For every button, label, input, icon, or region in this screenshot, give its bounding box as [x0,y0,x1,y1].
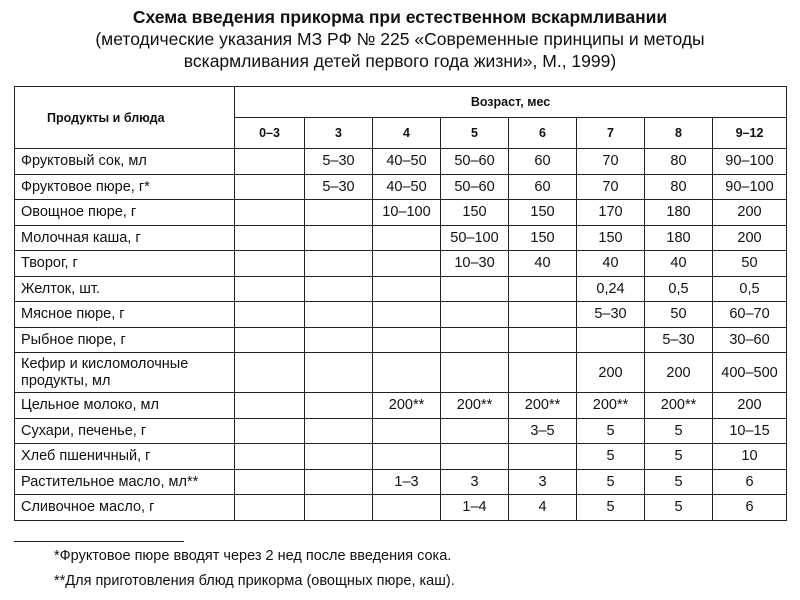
table-row [15,418,787,444]
table-row [15,353,787,393]
amount-cell [373,302,441,328]
amount-cell [577,327,645,353]
age-column-header: 9–12 [713,118,787,149]
amount-cell [235,174,305,200]
amount-cell: 150 [441,200,509,226]
amount-cell [305,200,373,226]
amount-cell: 40–50 [373,149,441,175]
amount-cell [305,495,373,521]
table-row [15,444,787,470]
amount-cell [305,444,373,470]
amount-cell: 150 [509,200,577,226]
amount-cell [373,353,441,393]
amount-cell [235,393,305,419]
title-line-1: Схема введения прикорма при естественном вскармливании [132,7,668,27]
amount-cell: 6 [713,495,787,521]
amount-cell: 4 [509,495,577,521]
amount-cell [441,327,509,353]
amount-cell: 5–30 [305,174,373,200]
age-column-header: 4 [373,118,441,149]
amount-cell [441,276,509,302]
amount-cell: 40 [509,251,577,277]
product-name-cell: Сухари, печенье, г [15,418,235,444]
amount-cell [373,444,441,470]
product-name-cell: Творог, г [15,251,235,277]
table-row [15,393,787,419]
amount-cell [373,418,441,444]
amount-cell: 60 [509,174,577,200]
table-row [15,469,787,495]
amount-cell: 200 [713,200,787,226]
product-name-cell: Фруктовое пюре, г* [15,174,235,200]
amount-cell: 10–15 [713,418,787,444]
amount-cell [235,353,305,393]
amount-cell: 40 [645,251,713,277]
product-name-cell: Овощное пюре, г [15,200,235,226]
amount-cell [509,444,577,470]
amount-cell [441,353,509,393]
age-column-header: 5 [441,118,509,149]
title-line-3: вскармливания детей первого года жизни», М., 1999) [183,51,617,71]
age-group-header: Возраст, мес [235,87,787,118]
product-name-cell: Сливочное масло, г [15,495,235,521]
amount-cell: 200** [509,393,577,419]
table-row [15,200,787,226]
amount-cell: 5 [577,495,645,521]
amount-cell: 170 [577,200,645,226]
amount-cell [305,418,373,444]
product-name-cell: Растительное масло, мл** [15,469,235,495]
product-name-cell: Мясное пюре, г [15,302,235,328]
amount-cell [509,353,577,393]
amount-cell [235,444,305,470]
product-name-cell: Рыбное пюре, г [15,327,235,353]
amount-cell [441,302,509,328]
amount-cell: 150 [509,225,577,251]
amount-cell [441,418,509,444]
amount-cell: 50 [645,302,713,328]
product-name-cell: Молочная каша, г [15,225,235,251]
age-column-header: 6 [509,118,577,149]
amount-cell [235,327,305,353]
footnote-2: **Для приготовления блюд прикорма (овощных пюре, каш). [54,573,455,589]
amount-cell [305,276,373,302]
amount-cell: 200** [577,393,645,419]
amount-cell [305,302,373,328]
amount-cell: 200 [713,393,787,419]
product-name-cell: Цельное молоко, мл [15,393,235,419]
amount-cell [441,444,509,470]
document-title [0,6,800,72]
amount-cell: 10 [713,444,787,470]
amount-cell [373,276,441,302]
footnote-separator [14,541,184,542]
table-row [15,251,787,277]
product-name-cell: Кефир и кисломолочные продукты, мл [15,353,235,393]
amount-cell [509,276,577,302]
amount-cell [305,225,373,251]
amount-cell: 50–60 [441,174,509,200]
product-name-cell: Фруктовый сок, мл [15,149,235,175]
table-row [15,174,787,200]
amount-cell: 400–500 [713,353,787,393]
age-column-header: 7 [577,118,645,149]
amount-cell [235,469,305,495]
amount-cell: 5–30 [645,327,713,353]
amount-cell [509,327,577,353]
amount-cell: 200 [577,353,645,393]
amount-cell: 3 [441,469,509,495]
amount-cell: 40 [577,251,645,277]
amount-cell: 0,5 [713,276,787,302]
amount-cell [509,302,577,328]
amount-cell: 90–100 [713,174,787,200]
amount-cell [305,327,373,353]
amount-cell: 180 [645,200,713,226]
amount-cell: 80 [645,174,713,200]
amount-cell [373,327,441,353]
amount-cell [373,495,441,521]
amount-cell [373,251,441,277]
amount-cell: 5 [645,495,713,521]
footnote-1: *Фруктовое пюре вводят через 2 нед после введения сока. [54,548,452,564]
amount-cell: 40–50 [373,174,441,200]
amount-cell: 10–30 [441,251,509,277]
amount-cell: 50 [713,251,787,277]
amount-cell: 0,24 [577,276,645,302]
amount-cell: 150 [577,225,645,251]
amount-cell: 70 [577,149,645,175]
amount-cell: 5 [577,469,645,495]
amount-cell: 200** [373,393,441,419]
table-row [15,327,787,353]
amount-cell [235,200,305,226]
amount-cell: 5–30 [577,302,645,328]
amount-cell: 3–5 [509,418,577,444]
table-row [15,276,787,302]
amount-cell: 10–100 [373,200,441,226]
amount-cell: 3 [509,469,577,495]
amount-cell [305,393,373,419]
amount-cell [235,225,305,251]
amount-cell [305,469,373,495]
amount-cell: 180 [645,225,713,251]
amount-cell: 5–30 [305,149,373,175]
amount-cell: 5 [577,418,645,444]
amount-cell: 60–70 [713,302,787,328]
amount-cell: 30–60 [713,327,787,353]
amount-cell: 1–3 [373,469,441,495]
amount-cell: 200 [645,353,713,393]
amount-cell [235,495,305,521]
age-column-header: 0–3 [235,118,305,149]
amount-cell: 5 [645,418,713,444]
amount-cell [235,302,305,328]
age-column-header: 8 [645,118,713,149]
amount-cell [235,149,305,175]
product-name-cell: Желток, шт. [15,276,235,302]
amount-cell: 60 [509,149,577,175]
product-name-cell: Хлеб пшеничный, г [15,444,235,470]
table-row [15,149,787,175]
amount-cell: 50–60 [441,149,509,175]
amount-cell: 5 [645,444,713,470]
amount-cell: 0,5 [645,276,713,302]
amount-cell: 6 [713,469,787,495]
product-column-header: Продукты и блюда [15,87,235,149]
amount-cell [373,225,441,251]
amount-cell: 5 [645,469,713,495]
age-column-header: 3 [305,118,373,149]
amount-cell: 200 [713,225,787,251]
amount-cell [305,353,373,393]
table-row [15,302,787,328]
amount-cell: 50–100 [441,225,509,251]
amount-cell: 70 [577,174,645,200]
amount-cell [305,251,373,277]
amount-cell: 90–100 [713,149,787,175]
amount-cell: 1–4 [441,495,509,521]
table-row [15,225,787,251]
feeding-schedule-table [14,86,787,521]
amount-cell: 5 [577,444,645,470]
title-line-2: (методические указания МЗ РФ № 225 «Современные принципы и методы [95,29,705,49]
amount-cell [235,276,305,302]
amount-cell: 80 [645,149,713,175]
amount-cell [235,418,305,444]
table-row [15,495,787,521]
amount-cell: 200** [441,393,509,419]
amount-cell [235,251,305,277]
amount-cell: 200** [645,393,713,419]
